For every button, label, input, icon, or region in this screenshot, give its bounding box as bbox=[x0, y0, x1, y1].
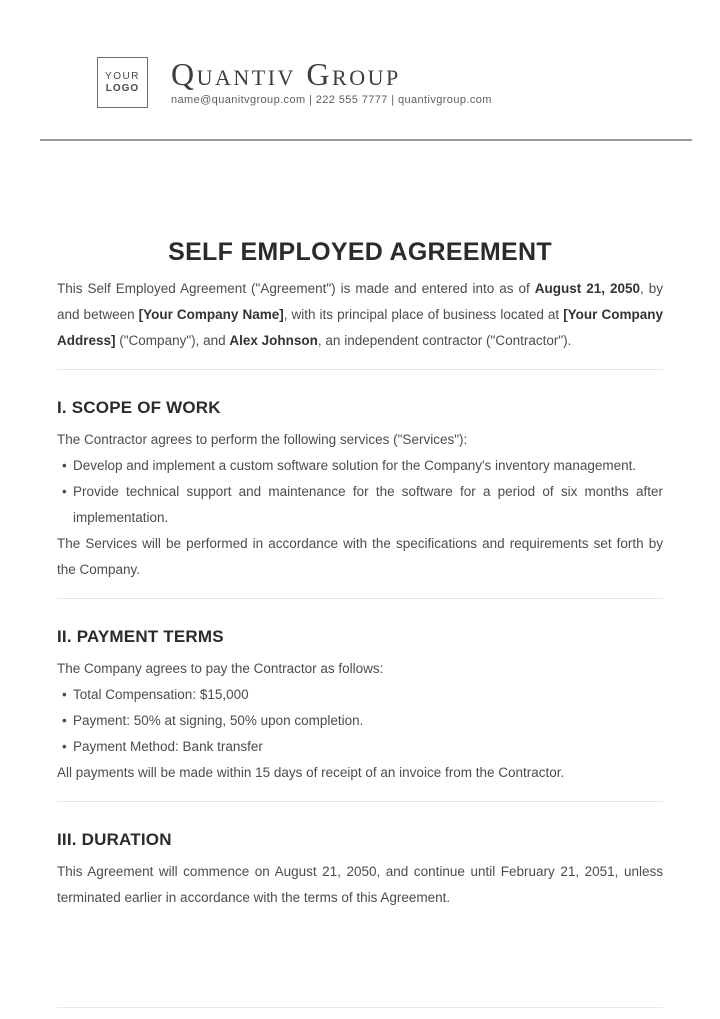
intro-paragraph: This Self Employed Agreement ("Agreement") is made and entered into as of August 21, 2050, by and between [Your Company Name], with its principal place of business located at [Your Company Address] ("Company"), and Alex Johnson, an independent contractor ("Contractor"). bbox=[57, 281, 664, 348]
letterhead bbox=[97, 57, 720, 108]
page-bottom-divider bbox=[57, 1007, 663, 1008]
document-content bbox=[57, 238, 663, 911]
logo-placeholder bbox=[97, 57, 148, 108]
section-lead: The Company agrees to pay the Contractor as follows: bbox=[57, 661, 384, 676]
bullet-icon: • bbox=[62, 484, 67, 499]
brand-block bbox=[171, 57, 492, 106]
section-lead: This Agreement will commence on August 21, 2050, and continue until February 21, 2051, unless terminated earlier in accordance with the terms of this Agreement. bbox=[57, 864, 663, 905]
company-contact-line: name@quanitvgroup.com | 222 555 7777 | quantivgroup.com bbox=[171, 94, 492, 106]
bullet-text: Payment Method: Bank transfer bbox=[73, 739, 263, 754]
bullet-text: Total Compensation: $15,000 bbox=[73, 687, 249, 702]
bullet-icon: • bbox=[62, 458, 67, 473]
section-footer: All payments will be made within 15 days of receipt of an invoice from the Contractor. bbox=[57, 765, 565, 780]
bullet-icon: • bbox=[62, 713, 67, 728]
header-divider bbox=[40, 139, 692, 141]
list-item bbox=[57, 734, 663, 760]
bullet-icon: • bbox=[62, 739, 67, 754]
logo-placeholder-line1: YOUR bbox=[105, 70, 140, 82]
section-heading: III. DURATION bbox=[57, 830, 172, 849]
bullet-text: Develop and implement a custom software solution for the Company's inventory management. bbox=[73, 458, 637, 473]
section-heading: I. SCOPE OF WORK bbox=[57, 398, 221, 417]
section-duration bbox=[57, 830, 663, 911]
list-item bbox=[57, 708, 663, 734]
bullet-text: Provide technical support and maintenance for the software for a period of six months after implementation. bbox=[73, 484, 663, 525]
section-divider bbox=[57, 598, 663, 599]
bullet-icon: • bbox=[62, 687, 67, 702]
company-name: Quantiv Group bbox=[171, 56, 401, 92]
section-heading: II. PAYMENT TERMS bbox=[57, 627, 224, 646]
section-lead: The Contractor agrees to perform the following services ("Services"): bbox=[57, 432, 468, 447]
list-item bbox=[57, 479, 663, 531]
list-item bbox=[57, 453, 663, 479]
section-divider bbox=[57, 801, 663, 802]
list-item bbox=[57, 682, 663, 708]
section-footer: The Services will be performed in accordance with the specifications and requirements set forth by the Company. bbox=[57, 536, 663, 577]
bullet-text: Payment: 50% at signing, 50% upon completion. bbox=[73, 713, 364, 728]
section-scope-of-work bbox=[57, 398, 663, 583]
document-title: SELF EMPLOYED AGREEMENT bbox=[168, 238, 552, 266]
section-divider bbox=[57, 369, 663, 370]
logo-placeholder-line2: LOGO bbox=[105, 82, 140, 94]
section-payment-terms bbox=[57, 627, 663, 786]
